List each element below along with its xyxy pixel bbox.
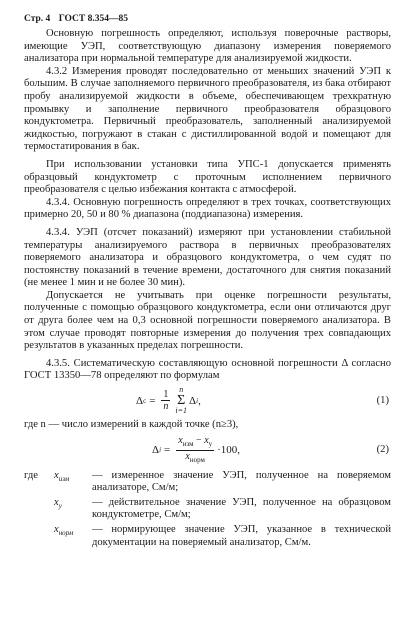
definition-symbol: $x_{изм}$ (54, 469, 70, 483)
formula-1-sum (175, 386, 187, 415)
where-n-line: где n — число измерений в каждой точке (n≥3), (24, 419, 239, 431)
paragraph-ups1: При использовании установки типа УПС-1 допускается применять образцовый кондуктометр с проточным исполнением первичного преобразователя с целью избежания контакта с атмосферой. (24, 158, 391, 196)
formula-2-equals: = (164, 444, 171, 457)
sigma-icon: Σ (177, 393, 186, 409)
definition-row (24, 470, 391, 495)
formula-2-lhs-sub: i (159, 446, 162, 455)
formula-2-number: (2) (376, 443, 389, 455)
formula-2-fraction (176, 435, 214, 466)
definitions-list (24, 470, 391, 550)
standard-code: ГОСТ 8.354—85 (58, 14, 128, 24)
paragraph-tolerance: Допускается не учитывать при оценке погрешности результаты, полученные с помощью образцового кондуктометра, если они отличаются друг от друга более чем на 0,3 основной погрешности поверяемого анализатора. В этом случае проводят повторные измерения до получения трех совпадающих результатов в указанных пределах погрешности. (24, 289, 391, 352)
formula-1-end: , (198, 394, 201, 407)
formula-2-num-sub: изм (182, 439, 194, 448)
formula-2-minus: − (196, 434, 202, 446)
formula-1-frac-num: 1 (163, 389, 169, 401)
definition-text: — измеренное значение УЭП, полученное на поверяемом анализаторе, См/м; (92, 469, 391, 494)
formula-2-den-x: x (185, 450, 190, 462)
definition-row (24, 524, 391, 549)
formula-2-lhs: Δ (152, 444, 160, 457)
formula-1 (24, 383, 391, 419)
paragraph-1: Основную погрешность определяют, используя поверочные растворы, имеющие УЭП, соответствующую диапазону измерения поверяемого анализатора при нормальной температуре для анализируемой жидкости. (24, 28, 391, 65)
page-label: Стр. 4 (24, 14, 51, 24)
formula-2-num-x: x (178, 434, 183, 446)
formula-1-fraction (161, 389, 170, 412)
definition-symbol: $x_у$ (54, 496, 62, 510)
formula-1-lhs: Δ (136, 394, 144, 407)
formula-1-sum-bottom: i=1 (175, 406, 188, 416)
definition-lead (24, 497, 54, 522)
definition-text: — действительное значение УЭП, полученное на образцовом кондуктометре, См/м; (92, 496, 391, 521)
paragraph-4-3-5: 4.3.5. Систематическую составляющую основной погрешности Δ согласно ГОСТ 13350—78 определяют по формулам (24, 357, 391, 382)
definition-row (24, 497, 391, 522)
definition-lead: где (24, 469, 38, 481)
formula-1-term: Δ (189, 394, 197, 407)
formula-1-equals: = (149, 394, 156, 407)
formula-2-num2-x: x (204, 434, 209, 446)
definition-text: — нормирующее значение УЭП, указанное в технической документации на поверяемый анализатор, См/м. (92, 524, 391, 548)
formula-1-lhs-sub: c (143, 396, 147, 405)
formula-2-num2-sub: у (208, 439, 213, 448)
formula-1-number: (1) (376, 395, 389, 407)
formula-2-den-sub: норм (189, 455, 205, 464)
formula-2-tail: ·100, (217, 444, 241, 457)
formula-2 (24, 432, 391, 468)
paragraph-4-3-4-readings: 4.3.4. УЭП (отсчет показаний) измеряют при установлении стабильной температуры анализируемого раствора в первичных преобразователях поверяемого анализатора и образцового кондуктометра, о чем судят по постоянству показаний в течение времени, достаточного для снятия показаний (не менее 1 мин и не более 30 мин). (24, 226, 391, 289)
definition-lead (24, 524, 54, 549)
definition-symbol: $x_{норм}$ (54, 524, 74, 538)
formula-1-sum-top: n (179, 385, 184, 395)
paragraph-4-3-2: 4.3.2 Измерения проводят последовательно от меньших значений УЭП к большим. В случае заполняемого первичного преобразователя, из бака отбирают пробу анализируемой жидкости в объеме, обеспечивающем трехкратную промывку и заполнение первичного преобразователя образцового кондуктометра. Первичный преобразователь, заполненный анализируемой жидкостью, погружают в стакан с дистиллированной водой и помещают для термостатирования в бак. (24, 65, 391, 153)
paragraph-4-3-4-points: 4.3.4. Основную погрешность определяют в трех точках, соответствующих примерно 20, 50 и 80 % диапазона (поддиапазона) измерения. (24, 196, 391, 221)
page-header (24, 12, 391, 28)
formula-1-term-sub: i (196, 396, 199, 405)
formula-1-frac-den: n (163, 401, 169, 413)
